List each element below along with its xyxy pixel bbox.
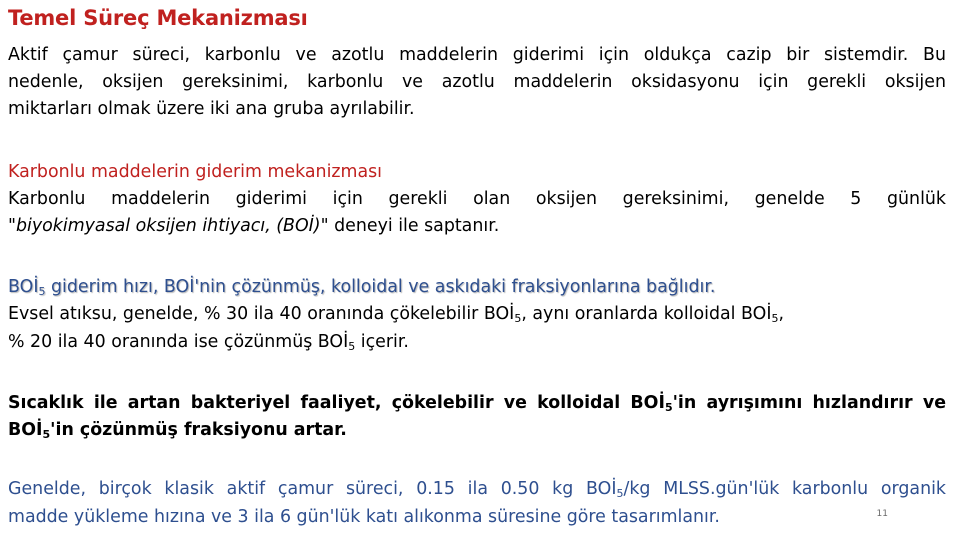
boi-heading [8, 274, 946, 301]
boi-line-2-a: % 20 ila 40 oranında ise çözünmüş BOİ [8, 332, 349, 352]
boi-line-1-b: , aynı oranlarda kolloidal BOİ [521, 304, 772, 324]
temperature-line-2-a: BOİ [8, 420, 43, 440]
temperature-line-2-sub: 5 [42, 428, 51, 441]
slide-title: Temel Süreç Mekanizması [8, 6, 308, 30]
intro-line-1: Aktif çamur süreci, karbonlu ve azotlu maddelerin giderimi için oldukça cazip bir sistemdir. Bu [8, 45, 946, 65]
intro-line-3: miktarları olmak üzere iki ana gruba ayrılabilir. [8, 99, 415, 119]
temperature-line-1-sub: 5 [664, 401, 673, 414]
boi-heading-a: BOİ [8, 277, 39, 297]
design-line-1-sub: 5 [616, 487, 624, 500]
temperature-line-1 [8, 390, 946, 417]
boi-term: "biyokimyasal oksijen ihtiyacı, (BOİ)" [8, 216, 329, 236]
temperature-line-2-b: 'in çözünmüş fraksiyonu artar. [50, 420, 347, 440]
design-line-1 [8, 476, 946, 503]
boi-line-2-b: içerir. [355, 332, 409, 352]
boi-line-2 [8, 329, 946, 356]
temperature-line-1-a: Sıcaklık ile artan bakteriyel faaliyet, çökelebilir ve kolloidal BOİ [8, 393, 665, 413]
boi-line-1-c: , [778, 304, 784, 324]
boi-line-1-a: Evsel atıksu, genelde, % 30 ila 40 oranında çökelebilir BOİ [8, 304, 515, 324]
temperature-line-1-b: 'in ayrışımını hızlandırır ve [672, 393, 946, 413]
carbon-line-1: Karbonlu maddelerin giderimi için gerekli olan oksijen gereksinimi, genelde 5 günlük [8, 189, 946, 209]
design-line-2: madde yükleme hızına ve 3 ila 6 gün'lük katı alıkonma süresine göre tasarımlanır. [8, 507, 720, 527]
boi-line-2-sub: 5 [348, 340, 356, 353]
boi-heading-b: giderim hızı, BOİ'nin çözünmüş, kolloidal ve askıdaki fraksiyonlarına bağlıdır. [45, 277, 716, 297]
design-line-1-b: /kg MLSS.gün'lük karbonlu organik [623, 479, 947, 499]
boi-heading-sub: 5 [38, 285, 46, 298]
boi-line-1-sub2: 5 [771, 312, 779, 325]
temperature-line-2 [8, 417, 946, 444]
page-number: 11 [876, 509, 888, 519]
design-line-1-a: Genelde, birçok klasik aktif çamur süreci, 0.15 ila 0.50 kg BOİ [8, 479, 617, 499]
carbon-heading: Karbonlu maddelerin giderim mekanizması [8, 162, 383, 182]
intro-line-2: nedenle, oksijen gereksinimi, karbonlu ve azotlu maddelerin oksidasyonu için gerekli oksijen [8, 72, 946, 92]
carbon-line-2-rest: deneyi ile saptanır. [328, 216, 500, 236]
carbon-line-2 [8, 213, 946, 240]
boi-line-1-sub1: 5 [514, 312, 522, 325]
boi-line-1 [8, 301, 946, 328]
